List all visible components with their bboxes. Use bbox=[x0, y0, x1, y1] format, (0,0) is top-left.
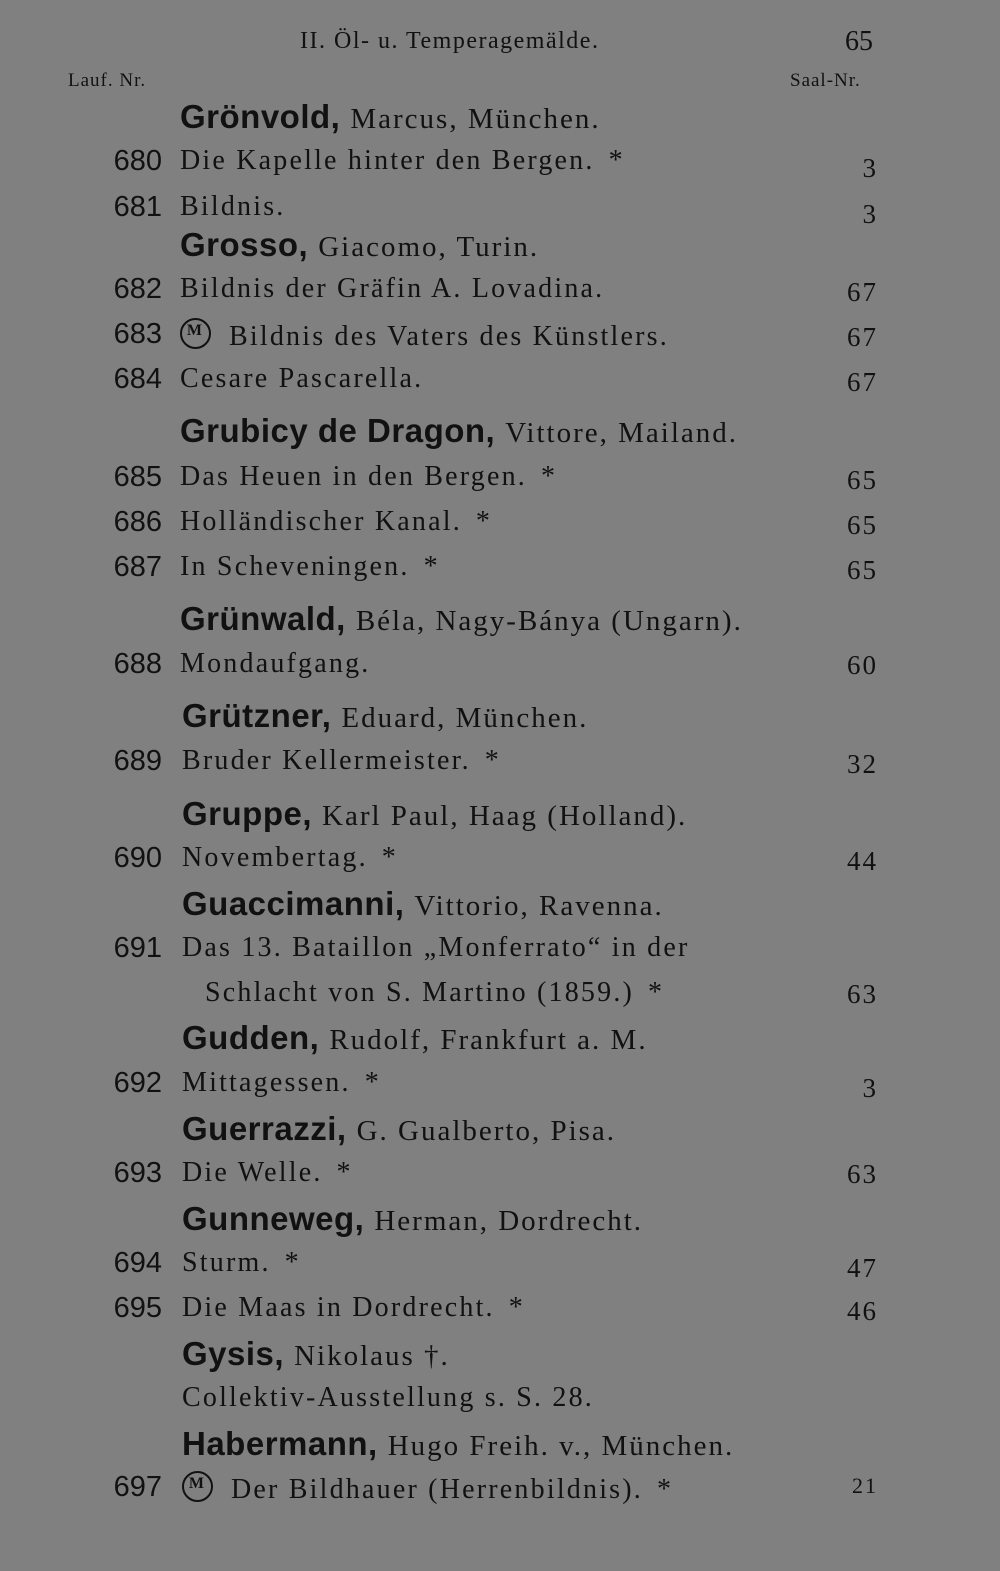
artist-name: Grosso, bbox=[180, 226, 309, 263]
artist-name: Guaccimanni, bbox=[182, 885, 405, 922]
entry-number: 694 bbox=[113, 1247, 162, 1279]
artist-details: Nikolaus †. bbox=[294, 1340, 450, 1372]
entry-number: 692 bbox=[113, 1067, 162, 1099]
entry-title-continuation: Schlacht von S. Martino (1859.) * bbox=[205, 977, 665, 1008]
entry-title: Bildnis. bbox=[180, 191, 286, 222]
artist-details: Vittore, Mailand. bbox=[505, 417, 739, 449]
artist-details: Giacomo, Turin. bbox=[318, 231, 540, 263]
entry-title: M Der Bildhauer (Herrenbildnis). * bbox=[182, 1471, 673, 1506]
medal-icon bbox=[180, 318, 211, 349]
entry-title: Das 13. Bataillon „Monferrato“ in der bbox=[182, 932, 690, 963]
room-number: 32 bbox=[847, 749, 878, 779]
star-mark: * bbox=[423, 551, 440, 582]
entry-title: In Scheveningen. * bbox=[180, 551, 440, 582]
entry-number: 691 bbox=[113, 932, 162, 964]
entry-title: Das Heuen in den Bergen. * bbox=[180, 461, 558, 492]
entry-number: 682 bbox=[113, 273, 162, 305]
entry-number: 687 bbox=[113, 551, 162, 583]
room-number: 65 bbox=[847, 465, 878, 495]
star-mark: * bbox=[484, 745, 501, 776]
room-number: 3 bbox=[862, 199, 878, 229]
star-mark: * bbox=[364, 1067, 381, 1098]
star-mark: * bbox=[381, 842, 398, 873]
artist-heading bbox=[182, 1110, 616, 1148]
artist-name: Gysis, bbox=[182, 1335, 285, 1372]
artist-heading bbox=[182, 1019, 648, 1057]
star-mark: * bbox=[648, 977, 665, 1008]
entry-title: Mittagessen. * bbox=[182, 1067, 381, 1098]
entry-number: 688 bbox=[113, 648, 162, 680]
star-mark: * bbox=[540, 461, 558, 492]
artist-details: Marcus, München. bbox=[350, 103, 601, 135]
entry-number: 693 bbox=[113, 1157, 162, 1189]
star-mark: * bbox=[657, 1474, 674, 1505]
star-mark: * bbox=[608, 145, 625, 176]
artist-heading bbox=[180, 412, 738, 450]
running-header: II. Öl- u. Temperagemälde. bbox=[300, 28, 600, 54]
entry-title: Bildnis der Gräfin A. Lovadina. bbox=[180, 273, 605, 304]
entry-title: Cesare Pascarella. bbox=[180, 363, 424, 394]
entry-number: 686 bbox=[113, 506, 162, 538]
room-number: 46 bbox=[847, 1296, 878, 1326]
artist-details: Hugo Freih. v., München. bbox=[387, 1430, 735, 1462]
room-number: 60 bbox=[847, 650, 878, 680]
entry-title: M Bildnis des Vaters des Künstlers. bbox=[180, 318, 669, 353]
artist-name: Guerrazzi, bbox=[182, 1110, 347, 1147]
star-mark: * bbox=[508, 1292, 525, 1323]
medal-icon bbox=[182, 1471, 213, 1502]
entry-title: Sturm. * bbox=[182, 1247, 301, 1278]
artist-details: Béla, Nagy-Bánya (Ungarn). bbox=[355, 605, 743, 637]
entry-title: Bruder Kellermeister. * bbox=[182, 745, 501, 776]
star-mark: * bbox=[475, 506, 493, 537]
artist-heading bbox=[182, 885, 664, 923]
artist-details: Rudolf, Frankfurt a. M. bbox=[329, 1024, 648, 1056]
artist-heading bbox=[180, 98, 601, 136]
entry-title: Die Welle. * bbox=[182, 1157, 353, 1188]
room-number: 63 bbox=[847, 979, 878, 1009]
entry-title: Mondaufgang. bbox=[180, 648, 371, 679]
artist-name: Grönvold, bbox=[180, 98, 341, 135]
artist-details: Vittorio, Ravenna. bbox=[414, 890, 664, 922]
artist-name: Gunneweg, bbox=[182, 1200, 365, 1237]
artist-name: Grützner, bbox=[182, 697, 332, 734]
artist-heading bbox=[182, 1335, 450, 1373]
room-number: 3 bbox=[862, 153, 878, 183]
artist-heading bbox=[182, 1200, 643, 1238]
room-number: 47 bbox=[847, 1253, 878, 1283]
entry-number: 680 bbox=[113, 145, 162, 177]
artist-heading bbox=[182, 795, 687, 833]
entry-title: Die Kapelle hinter den Bergen. * bbox=[180, 145, 625, 176]
artist-details: Herman, Dordrecht. bbox=[374, 1205, 644, 1237]
artist-heading bbox=[180, 600, 743, 638]
entry-number: 685 bbox=[113, 461, 162, 493]
artist-heading bbox=[182, 1425, 734, 1463]
artist-name: Habermann, bbox=[182, 1425, 378, 1462]
artist-details: Karl Paul, Haag (Holland). bbox=[322, 800, 688, 832]
room-number: 65 bbox=[847, 510, 878, 540]
entry-title: Die Maas in Dordrecht. * bbox=[182, 1292, 525, 1323]
artist-name: Grubicy de Dragon, bbox=[180, 412, 496, 449]
note-text: Collektiv-Ausstellung s. S. 28. bbox=[182, 1382, 594, 1413]
entry-number: 683 bbox=[113, 318, 162, 350]
artist-details: Eduard, München. bbox=[341, 702, 589, 734]
column-label-lauf-nr: Lauf. Nr. bbox=[68, 70, 147, 91]
entry-title: Novembertag. * bbox=[182, 842, 398, 873]
entry-number: 684 bbox=[113, 363, 162, 395]
room-number: 67 bbox=[847, 277, 878, 307]
artist-heading bbox=[182, 697, 588, 735]
room-number: 44 bbox=[847, 846, 878, 876]
entry-number: 690 bbox=[113, 842, 162, 874]
page-number: 65 bbox=[845, 26, 873, 57]
artist-name: Gudden, bbox=[182, 1019, 320, 1056]
column-label-saal-nr: Saal-Nr. bbox=[790, 70, 861, 91]
entry-number: 695 bbox=[113, 1292, 162, 1324]
room-number: 67 bbox=[847, 322, 878, 352]
entry-number: 697 bbox=[113, 1471, 162, 1503]
entry-title: Holländischer Kanal. * bbox=[180, 506, 493, 537]
room-number: 63 bbox=[847, 1159, 878, 1189]
artist-details: G. Gualberto, Pisa. bbox=[356, 1115, 617, 1147]
room-number: 21 bbox=[852, 1473, 878, 1498]
star-mark: * bbox=[336, 1157, 353, 1188]
artist-name: Gruppe, bbox=[182, 795, 313, 832]
room-number: 65 bbox=[847, 555, 878, 585]
entry-number: 681 bbox=[113, 191, 162, 223]
room-number: 67 bbox=[847, 367, 878, 397]
entry-number: 689 bbox=[113, 745, 162, 777]
room-number: 3 bbox=[862, 1073, 878, 1103]
artist-name: Grünwald, bbox=[180, 600, 346, 637]
star-mark: * bbox=[284, 1247, 301, 1278]
artist-heading bbox=[180, 226, 539, 264]
